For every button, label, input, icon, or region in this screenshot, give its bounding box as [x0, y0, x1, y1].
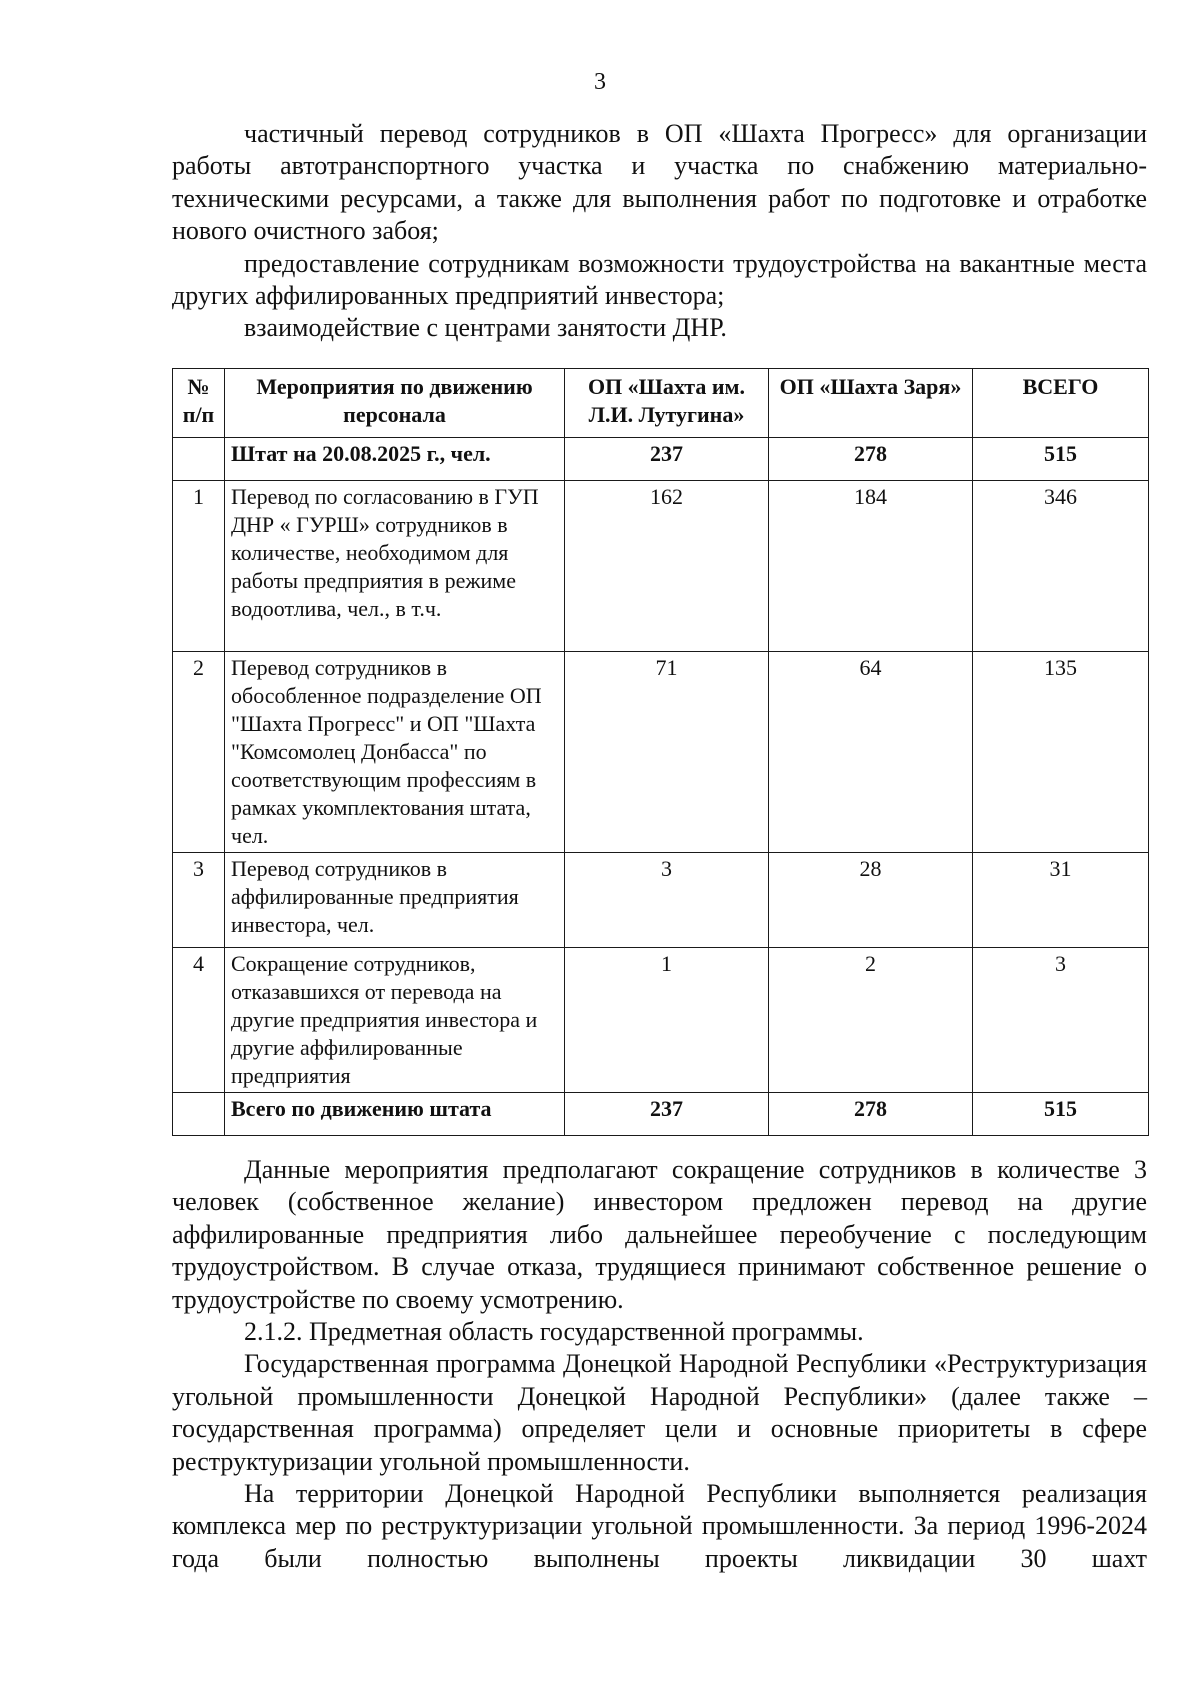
staff-row [173, 438, 1149, 481]
header-num: № п/п [173, 369, 225, 438]
paragraph: частичный перевод сотрудников в ОП «Шахта Прогресс» для организации работы автотранспортного участка и участка по снабжению материально-техническими ресурсами, а также для выполнения работ по подготовке и отработке нового очистного забоя; [172, 119, 1147, 246]
table-cell: 3 [173, 853, 225, 948]
table-row [173, 481, 1149, 652]
table-cell [173, 1093, 225, 1136]
table-cell: 237 [565, 438, 769, 481]
table-row [173, 652, 1149, 853]
staff-label: Штат на 20.08.2025 г., чел. [225, 438, 565, 481]
table-cell: 71 [565, 652, 769, 853]
total-row [173, 1093, 1149, 1136]
paragraph: Государственная программа Донецкой Народной Республики «Реструктуризация угольной промышленности Донецкой Народной Республики» (далее также – государственная программа) определяет цели и основные приоритеты в сфере реструктуризации угольной промышленности. [172, 1349, 1147, 1476]
table-cell: Перевод сотрудников в аффилированные предприятия инвестора, чел. [225, 853, 565, 948]
table-cell: 515 [973, 1093, 1149, 1136]
table-cell [173, 438, 225, 481]
paragraph: Данные мероприятия предполагают сокращение сотрудников в количестве 3 человек (собственное желание) инвестором предложен перевод на другие аффилированные предприятия либо дальнейшее переобучение с последующим трудоустройством. В случае отказа, трудящиеся принимают собственное решение о трудоустройстве по своему усмотрению. [172, 1155, 1147, 1314]
body-text [172, 1154, 1147, 1575]
table-cell: 237 [565, 1093, 769, 1136]
total-label: Всего по движению штата [225, 1093, 565, 1136]
table-cell: 3 [973, 948, 1149, 1093]
page-number: 3 [594, 69, 606, 95]
table-row [173, 948, 1149, 1093]
table-cell: 64 [769, 652, 973, 853]
header-activity: Мероприятия по движению персонала [225, 369, 565, 438]
table-cell: 135 [973, 652, 1149, 853]
table-header-row [173, 369, 1149, 438]
header-zarya: ОП «Шахта Заря» [769, 369, 973, 438]
table-cell: 1 [565, 948, 769, 1093]
table-row [173, 853, 1149, 948]
table-cell: 2 [173, 652, 225, 853]
section-heading: 2.1.2. Предметная область государственной программы. [244, 1317, 864, 1347]
table-cell: 4 [173, 948, 225, 1093]
header-total: ВСЕГО [973, 369, 1149, 438]
table-cell: 278 [769, 438, 973, 481]
table-cell: 515 [973, 438, 1149, 481]
table-cell: 184 [769, 481, 973, 652]
table-cell: 28 [769, 853, 973, 948]
table-cell: 278 [769, 1093, 973, 1136]
paragraph: взаимодействие с центрами занятости ДНР. [244, 313, 727, 343]
intro-text [172, 118, 1147, 345]
header-lutugina: ОП «Шахта им. Л.И. Лутугина» [565, 369, 769, 438]
table-cell: Перевод по согласованию в ГУП ДНР « ГУРШ» сотрудников в количестве, необходимом для работы предприятия в режиме водоотлива, чел., в т.ч. [225, 481, 565, 652]
table-cell: 31 [973, 853, 1149, 948]
table-cell: Перевод сотрудников в обособленное подразделение ОП "Шахта Прогресс" и ОП "Шахта "Комсомолец Донбасса" по соответствующим профессиям в рамках укомплектования штата, чел. [225, 652, 565, 853]
paragraph: предоставление сотрудникам возможности трудоустройства на вакантные места других аффилированных предприятий инвестора; [172, 248, 1147, 311]
table-cell: 2 [769, 948, 973, 1093]
paragraph: На территории Донецкой Народной Республики выполняется реализация комплекса мер по реструктуризации угольной промышленности. За период 1996-2024 года были полностью выполнены проекты ликвидации 30 шахт [172, 1479, 1147, 1573]
table-cell: Сокращение сотрудников, отказавшихся от перевода на другие предприятия инвестора и другие аффилированные предприятия [225, 948, 565, 1093]
staff-movement-table [172, 368, 1149, 1136]
table-cell: 162 [565, 481, 769, 652]
table-cell: 1 [173, 481, 225, 652]
table-cell: 3 [565, 853, 769, 948]
table-cell: 346 [973, 481, 1149, 652]
